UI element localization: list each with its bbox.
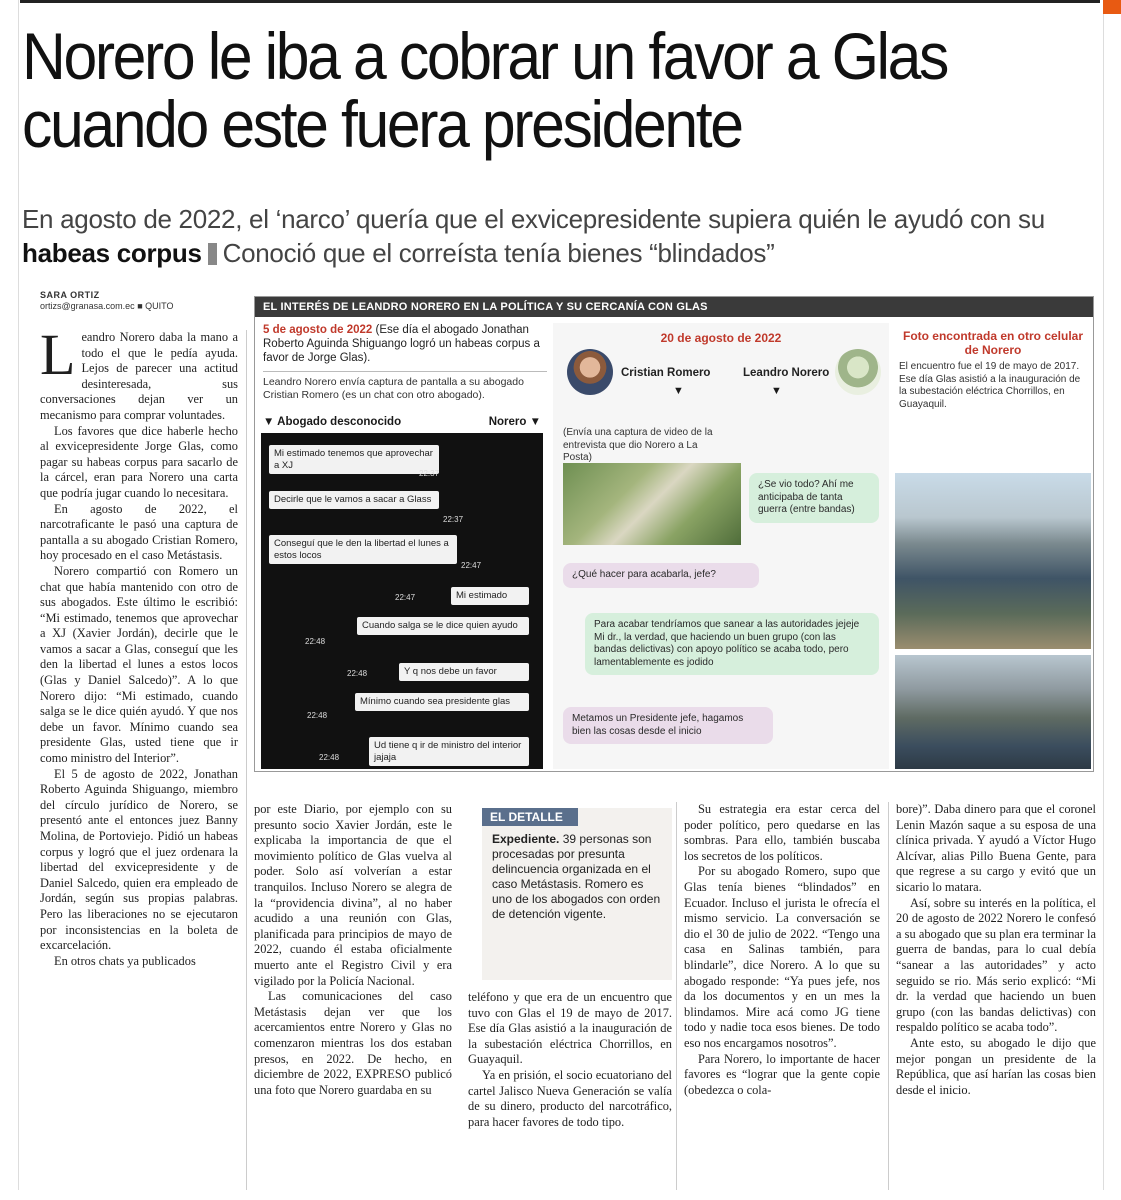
panel2-note: (Envía una captura de video de la entrevista que dio Norero a La Posta) [563,427,713,463]
chat-right-label: Norero ▼ [488,416,541,428]
subhead-part2: Conoció que el correísta tenía bienes “blindados” [222,238,775,268]
paragraph: Norero compartió con Romero un chat que había mantenido con otro de sus abogados. Este último le escribió: “Mi estimado, tenemos que aprovechar a XJ (Xavier Jordán), decirle que le vamos a sacar a Glas, conseguí que les den la libertad el lunes a estos locos (Glas y Daniel Salcedo)”. A lo que Norero dijo: “Mi estimado, cuando salga se le dice quién ayudó. Y que nos debe un favor. Mínimo cuando sea presidente Glas, usted tiene que ir como ministro del Interior”. [40,563,238,766]
chevron-down-icon: ▼ [673,385,684,397]
message-time: 22:47 [395,593,416,602]
panel3-text: El encuentro fue el 19 de mayo de 2017. Ese día Glas asistió a la inauguración de la subestación eléctrica Chorrillos, en Guayaquil. [899,361,1081,410]
photo-inauguration [895,655,1091,769]
infographic [254,296,1094,772]
square-icon: ■ [137,301,143,311]
chat-bubble-outgoing: Mi estimado [451,587,529,605]
author-contact [40,301,173,312]
panel2-date: 20 de agosto de 2022 [660,331,782,345]
message-time: 22:48 [347,669,368,678]
paragraph: Las comunicaciones del caso Metástasis dejan ver que los acercamientos entre Norero y Glas no comenzaron mientras los dos estaban presos, en 2022. De hecho, en diciembre de 2022, EXPRESO publicó una foto que Norero guardaba en su [254,989,452,1097]
chat-bubble-incoming: Decirle que le vamos a sacar a Glass [269,491,439,509]
paragraph: Así, sobre su interés en la política, el 20 de agosto de 2022 Norero le confesó a su abogado que su plan era terminar la guerra de bandas, para lo cual debía “sanear a las autoridades” y acto seguido se rio. Más serio explicó: “Mi dr. la verdad que haciendo un buen grupo (con las bandas delictivas) con respaldo político se acaba todo”. [896,895,1096,1035]
detalle-box [482,808,672,980]
person-right-name: Leandro Norero [743,367,830,379]
paragraph: Los favores que dice haberle hecho al exvicepresidente Jorge Glas, como pagar su habeas corpus para sacarlo de la cárcel, eran para Norero una carta que podría jugar cuando lo necesitara. [40,423,238,500]
paragraph: Leandro Norero daba la mano a todo el que le pedía ayuda. Lejos de parecer una actitud desinteresada, sus conversaciones dejan ver un mecanismo para comprar voluntades. [40,322,238,422]
message-time: 22:48 [307,711,328,720]
photo-glas-norero [895,473,1091,649]
message-time: 22:48 [319,753,340,762]
detalle-text: Expediente. 39 personas son procesadas por presunta delincuencia organizada en el caso Metástasis. Romero es uno de los abogados con orden de detención vigente. [492,832,661,921]
column-1 [40,322,238,969]
avatar-cristian-romero [567,349,613,395]
corner-tab [1103,0,1121,14]
chat-bubble-norero: ¿Se vio todo? Ahí me anticipaba de tanta guerra (entre bandas) [749,473,879,523]
paragraph: teléfono y que era de un encuentro que tuvo con Glas el 19 de mayo de 2017. Ese día Glas asistió a la inauguración de la subestación eléctrica Chorrillos, en Guayaquil. [468,990,672,1067]
column-rule [888,802,889,1190]
message-time: 22:37 [443,515,464,524]
byline [40,290,173,312]
separator-icon [208,243,217,265]
chat-bubble-outgoing: Ud tiene q ir de ministro del interior jajaja [369,737,529,766]
chevron-down-icon: ▼ [771,385,782,397]
chat-bubble-outgoing: Y q nos debe un favor [399,663,529,681]
chat-bubble-outgoing: Cuando salga se le dice quien ayudo [357,617,529,635]
chat-bubble-romero: Metamos un Presidente jefe, hagamos bien las cosas desde el inicio [563,707,773,744]
dropcap: L [40,322,76,387]
chat-screenshot [261,433,543,769]
author-name: SARA ORTIZ [40,290,100,300]
column-rule [246,330,247,1190]
chat-bubble-romero: ¿Qué hacer para acabarla, jefe? [563,563,759,588]
message-time: 22:37 [419,469,440,478]
infographic-title: EL INTERÉS DE LEANDRO NORERO EN LA POLÍTICA Y SU CERCANÍA CON GLAS [255,297,1093,317]
paragraph: En otros chats ya publicados [54,953,196,968]
column-3 [468,990,672,1130]
chat-bubble-outgoing: Mínimo cuando sea presidente glas [355,693,529,711]
video-capture-image [563,463,741,545]
detalle-title: EL DETALLE [482,808,578,826]
paragraph: El 5 de agosto de 2022, Jonathan Roberto Aguinda Shiguango, miembro del círculo jurídico de Norero, se presentó ante el entonces juez Banny Molina, de Portoviejo. Pidió un habeas corpus y logró que el juez ordenara la libertad del exvicepresidente y de Daniel Salcedo, quien era empleado de Jordán, según sus propias palabras. Pero las liberaciones no se ejecutaron por inconsistencias en la boleta de excarcelación. [40,766,238,953]
paragraph: Para Norero, lo importante de hacer favores es “lograr que la gente copie (obedezca o cola- [684,1051,880,1097]
chat-bubble-norero: Para acabar tendríamos que sanear a las autoridades jejeje Mi dr., la verdad, que haciendo un buen grupo (con las bandas delictivas) con apoyo político se acaba todo, pero lamentablemente es jodido [585,613,879,675]
paragraph: Ya en prisión, el socio ecuatoriano del cartel Jalisco Nueva Generación se valía de su dinero, producto del narcotráfico, para hacer favores de todo tipo. [468,1067,672,1129]
paragraph: por este Diario, por ejemplo con su presunto socio Xavier Jordán, este le explicaba la importancia de que el movimiento político de Glas vuelva al poder. Solo así volverían a estar tranquilos. Incluso Norero se alegra de la “providencia divina”, al no haber acudido a una reunión con Glas, planificada para principios de mayo de 2022, cuando él estaba oficialmente muerto ante el Registro Civil y era vigilado por la Policía Nacional. [254,802,452,988]
top-rule [20,0,1100,10]
avatar-leandro-norero [835,349,881,395]
paragraph: bore)”. Daba dinero para que el coronel Lenin Mazón saque a su esposa de una clínica privada. Y ayudó a Víctor Hugo Alcívar, alias Pillo Buena Gente, para que regrese a su cargo y evitó que un sicario lo matara. [896,802,1096,894]
column-5 [896,802,1096,1098]
panel-5-agosto [263,323,547,402]
chat-bubble-incoming: Conseguí que le den la libertad el lunes a estos locos [269,535,457,564]
person-left-name: Cristian Romero [621,367,711,379]
chat-left-label: ▼ Abogado desconocido [263,416,402,428]
message-time: 22:47 [461,561,482,570]
author-email[interactable]: ortizs@granasa.com.ec [40,301,135,311]
paragraph: En agosto de 2022, el narcotraficante le pasó una captura de pantalla a su abogado Cristian Romero, hoy procesado en el caso Metástasis. [40,501,238,563]
panel1-date-block: 5 de agosto de 2022 (Ese día el abogado Jonathan Roberto Aguinda Shiguango logró un habeas corpus a favor de Jorge Glas). [263,324,540,364]
panel-20-agosto [553,323,889,769]
column-rule [676,802,677,1190]
headline: Norero le iba a cobrar un favor a Glas cuando este fuera presidente [22,19,947,161]
paragraph: Ante esto, su abogado le dijo que mejor pongan un presidente de la República, que así harían las cosas bien desde el inicio. [896,1035,1096,1097]
panel3-title: Foto encontrada en otro celular de Norero [902,329,1084,357]
subhead-part1: En agosto de 2022, el ‘narco’ quería que el exvicepresidente supiera quién le ayudó con su [22,204,1045,234]
subhead [22,202,1094,270]
subhead-bold: habeas corpus [22,238,202,268]
panel1-note: Leandro Norero envía captura de pantalla a su abogado Cristian Romero (es un chat con otro abogado). [263,371,547,402]
message-time: 22:48 [305,637,326,646]
panel-foto [895,323,1091,769]
paragraph: Su estrategia era estar cerca del poder político, pero quedarse en las sombras. Para ello, también buscaba los secretos de los políticos. [684,802,880,863]
chat-bubble-incoming: Mi estimado tenemos que aprovechar a XJ [269,445,439,474]
column-4 [684,802,880,1098]
author-city: QUITO [145,301,174,311]
chat-header [261,411,543,433]
paragraph: Por su abogado Romero, supo que Glas tenía bienes “blindados” en Ecuador. Incluso el jurista le ofrecía el mismo servicio. La conversación se dio el 30 de julio de 2022. “Tengo una casa en Salinas también, para blindarle”, dice Norero. A lo que su abogado responde: “Ya pues jefe, nos da los documentos y en un mes la blindamos. Mire acá como JG tiene todo y nadie toca esos bienes. De todo eso nos encargamos nosotros”. [684,864,880,1050]
column-2 [254,802,452,1098]
